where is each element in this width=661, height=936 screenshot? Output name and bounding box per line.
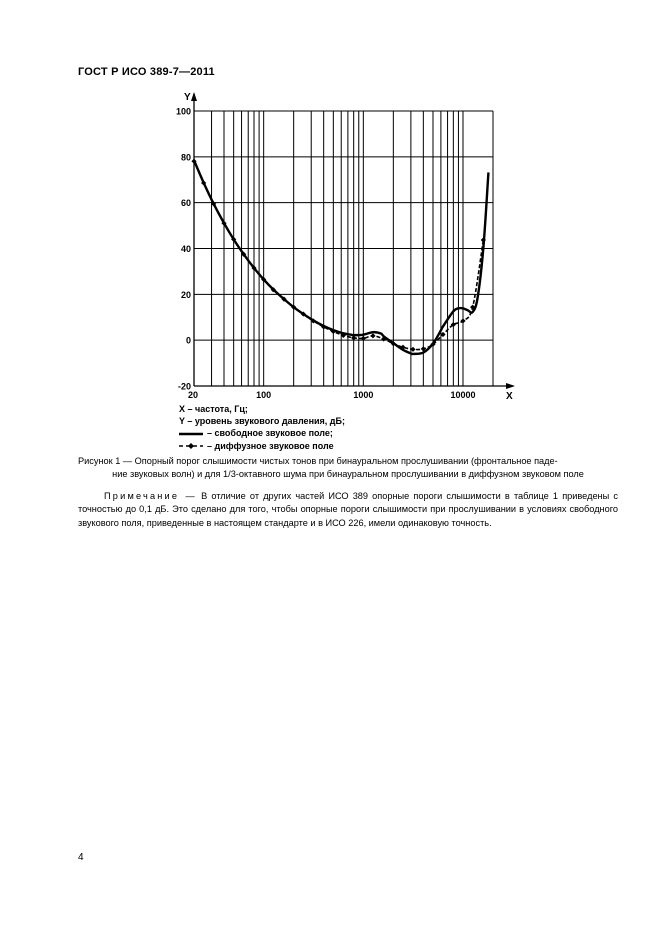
legend-y-description: Y – уровень звукового давления, дБ; — [179, 416, 345, 427]
x-tick-label: 1000 — [353, 390, 374, 400]
y-tick-label: -20 — [177, 381, 191, 392]
caption-line-1: Рисунок 1 — Опорный порог слышимости чистых тонов при бинауральном прослушивании (фронтальное паде- — [78, 456, 558, 466]
y-tick-label: 100 — [175, 106, 191, 117]
note-lead: Примечание — — [104, 491, 197, 501]
note-text: В отличие от других частей ИСО 389 опорные пороги слышимости в таблице 1 приведены с точностью до 0,1 дБ. Это сделано для того, чтобы опорные пороги слышимости при прослушивании в условиях свободного звукового поля, приведенные в настоящем стандарте и в ИСО 226, имели одинаковую точность. — [78, 491, 618, 528]
legend-free-field-label: – свободное звуковое поле; — [207, 428, 333, 439]
y-axis-arrow — [191, 92, 197, 101]
solid-line-sample — [179, 429, 205, 439]
legend-diffuse-field-label: – диффузное звуковое поле — [207, 440, 334, 451]
legend-free-field — [179, 427, 345, 439]
diffuse-field-point — [370, 333, 375, 338]
series-diffuse-field-line — [194, 161, 483, 349]
figure-caption — [78, 455, 618, 481]
legend-x-description: X – частота, Гц; — [179, 404, 248, 414]
x-tick-label: 100 — [256, 390, 272, 400]
hearing-threshold-chart — [0, 0, 661, 400]
x-tick-label: 10000 — [450, 390, 476, 400]
y-tick-label: 0 — [185, 335, 191, 346]
y-tick-label: 80 — [180, 152, 191, 163]
y-tick-label: 40 — [180, 244, 191, 254]
y-tick-label: 60 — [180, 198, 191, 209]
x-tick-label: 20 — [188, 390, 199, 400]
x-axis-label: X — [506, 391, 513, 400]
page-number: 4 — [78, 852, 84, 863]
dashed-diamond-line-sample — [179, 441, 205, 451]
legend-diffuse-field — [179, 440, 345, 452]
note-paragraph — [78, 490, 618, 530]
y-tick-label: 20 — [180, 289, 191, 300]
x-axis-arrow — [506, 383, 515, 389]
caption-line-2: ние звуковых волн) и для 1/3-октавного шума при бинауральном прослушивании в диффузном звуковом поле — [112, 469, 584, 479]
y-axis-label: Y — [184, 92, 191, 103]
document-header: ГОСТ Р ИСО 389-7—2011 — [78, 66, 215, 78]
chart-legend — [179, 403, 345, 452]
